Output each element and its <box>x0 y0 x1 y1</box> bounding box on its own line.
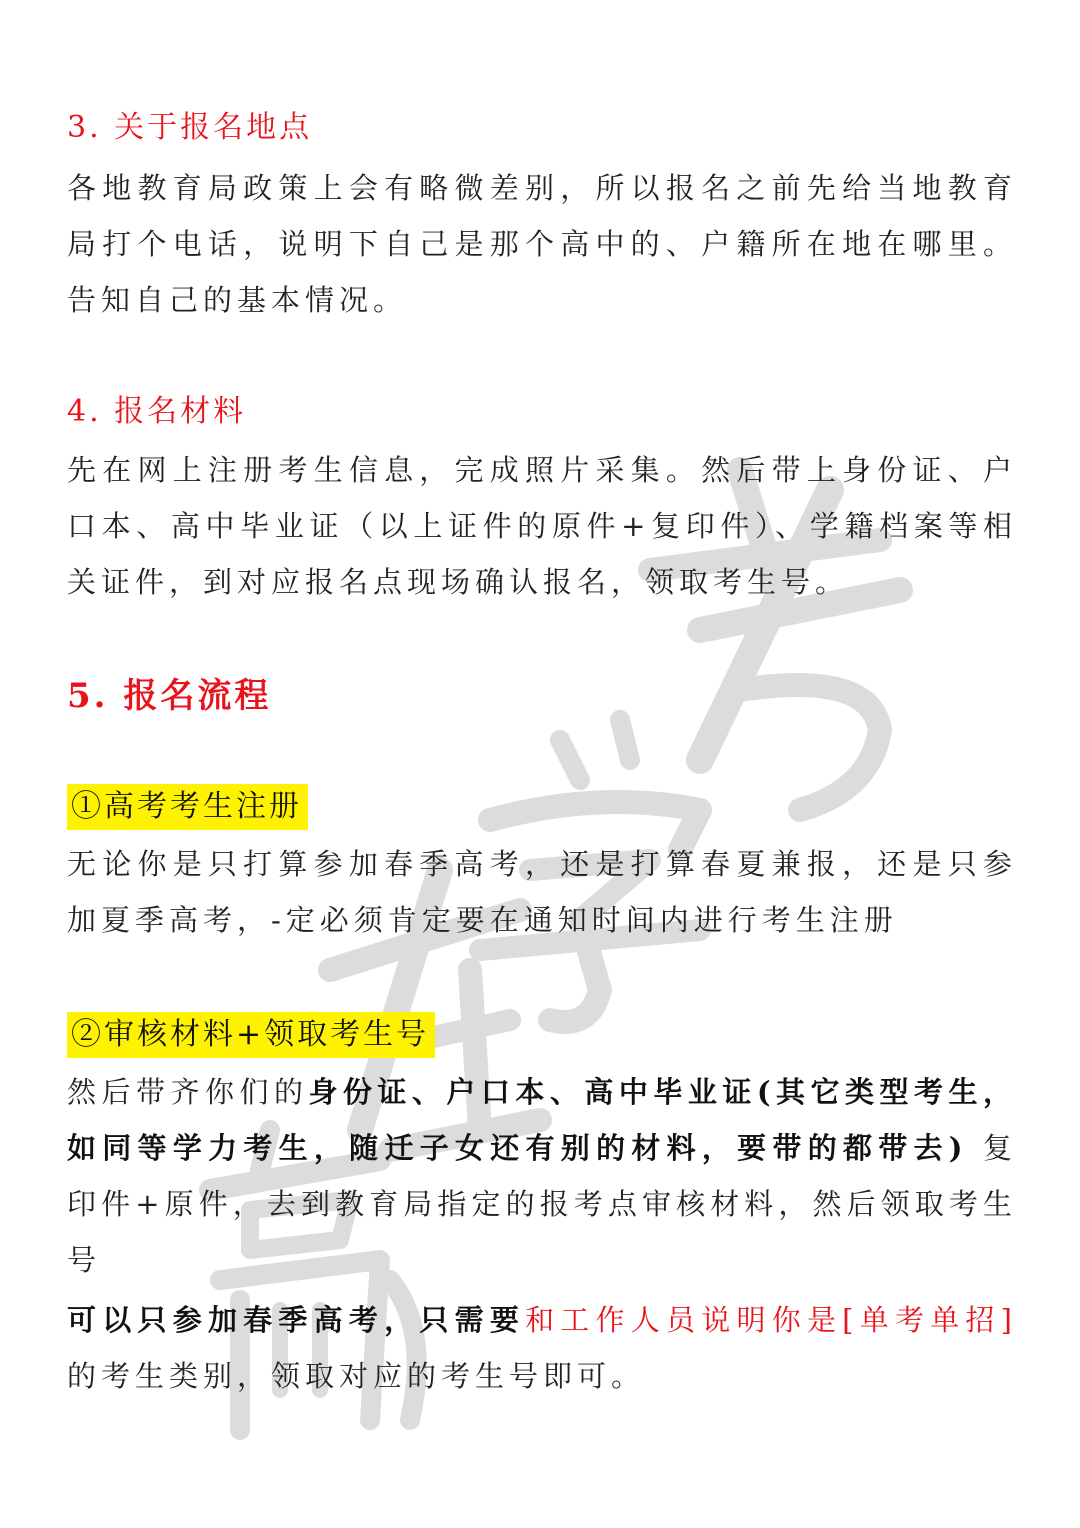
section-3 <box>67 108 1017 148</box>
step-2-body <box>67 1064 1017 1288</box>
closing-note <box>67 1292 1017 1404</box>
section-5-heading: 5. 报名流程 <box>67 676 272 716</box>
step-1 <box>67 784 1017 830</box>
step-2-body-emphasis: 身份证、户口本、高中毕业证(其它类型考生，如同等学力考生，随迁子女还有别的材料，要带的都带去) <box>67 1075 1017 1165</box>
step-2 <box>67 1012 1017 1058</box>
section-3-body: 各地教育局政策上会有略微差别，所以报名之前先给当地教育局打个电话，说明下自己是那个高中的、户籍所在地在哪里。告知自己的基本情况。 <box>67 171 1017 317</box>
section-4-body: 先在网上注册考生信息，完成照片采集。然后带上身份证、户口本、高中毕业证（以上证件的原件+复印件）、学籍档案等相关证件，到对应报名点现场确认报名，领取考生号。 <box>67 453 1017 599</box>
section-4-heading: 4. 报名材料 <box>67 394 247 429</box>
section-3-heading: 3. 关于报名地点 <box>67 110 313 145</box>
step-2-body-intro: 然后带齐你们的 <box>67 1075 309 1109</box>
section-4 <box>67 392 1017 432</box>
step-1-label: ①高考考生注册 <box>67 784 308 830</box>
closing-note-highlight: 和工作人员说明你是[单考单招] <box>525 1303 1017 1337</box>
closing-note-rest: 的考生类别，领取对应的考生号即可。 <box>67 1359 646 1393</box>
step-2-label: ②审核材料+领取考生号 <box>67 1012 435 1058</box>
closing-note-intro: 可以只参加春季高考，只需要 <box>67 1303 526 1337</box>
step-2-body-rest: 复印件+原件，去到教育局指定的报考点审核材料，然后领取考生号 <box>67 1131 1017 1277</box>
step-1-body: 无论你是只打算参加春季高考，还是打算春夏兼报，还是只参加夏季高考，-定必须肯定要在通知时间内进行考生注册 <box>67 847 1017 937</box>
section-5 <box>67 674 1017 718</box>
